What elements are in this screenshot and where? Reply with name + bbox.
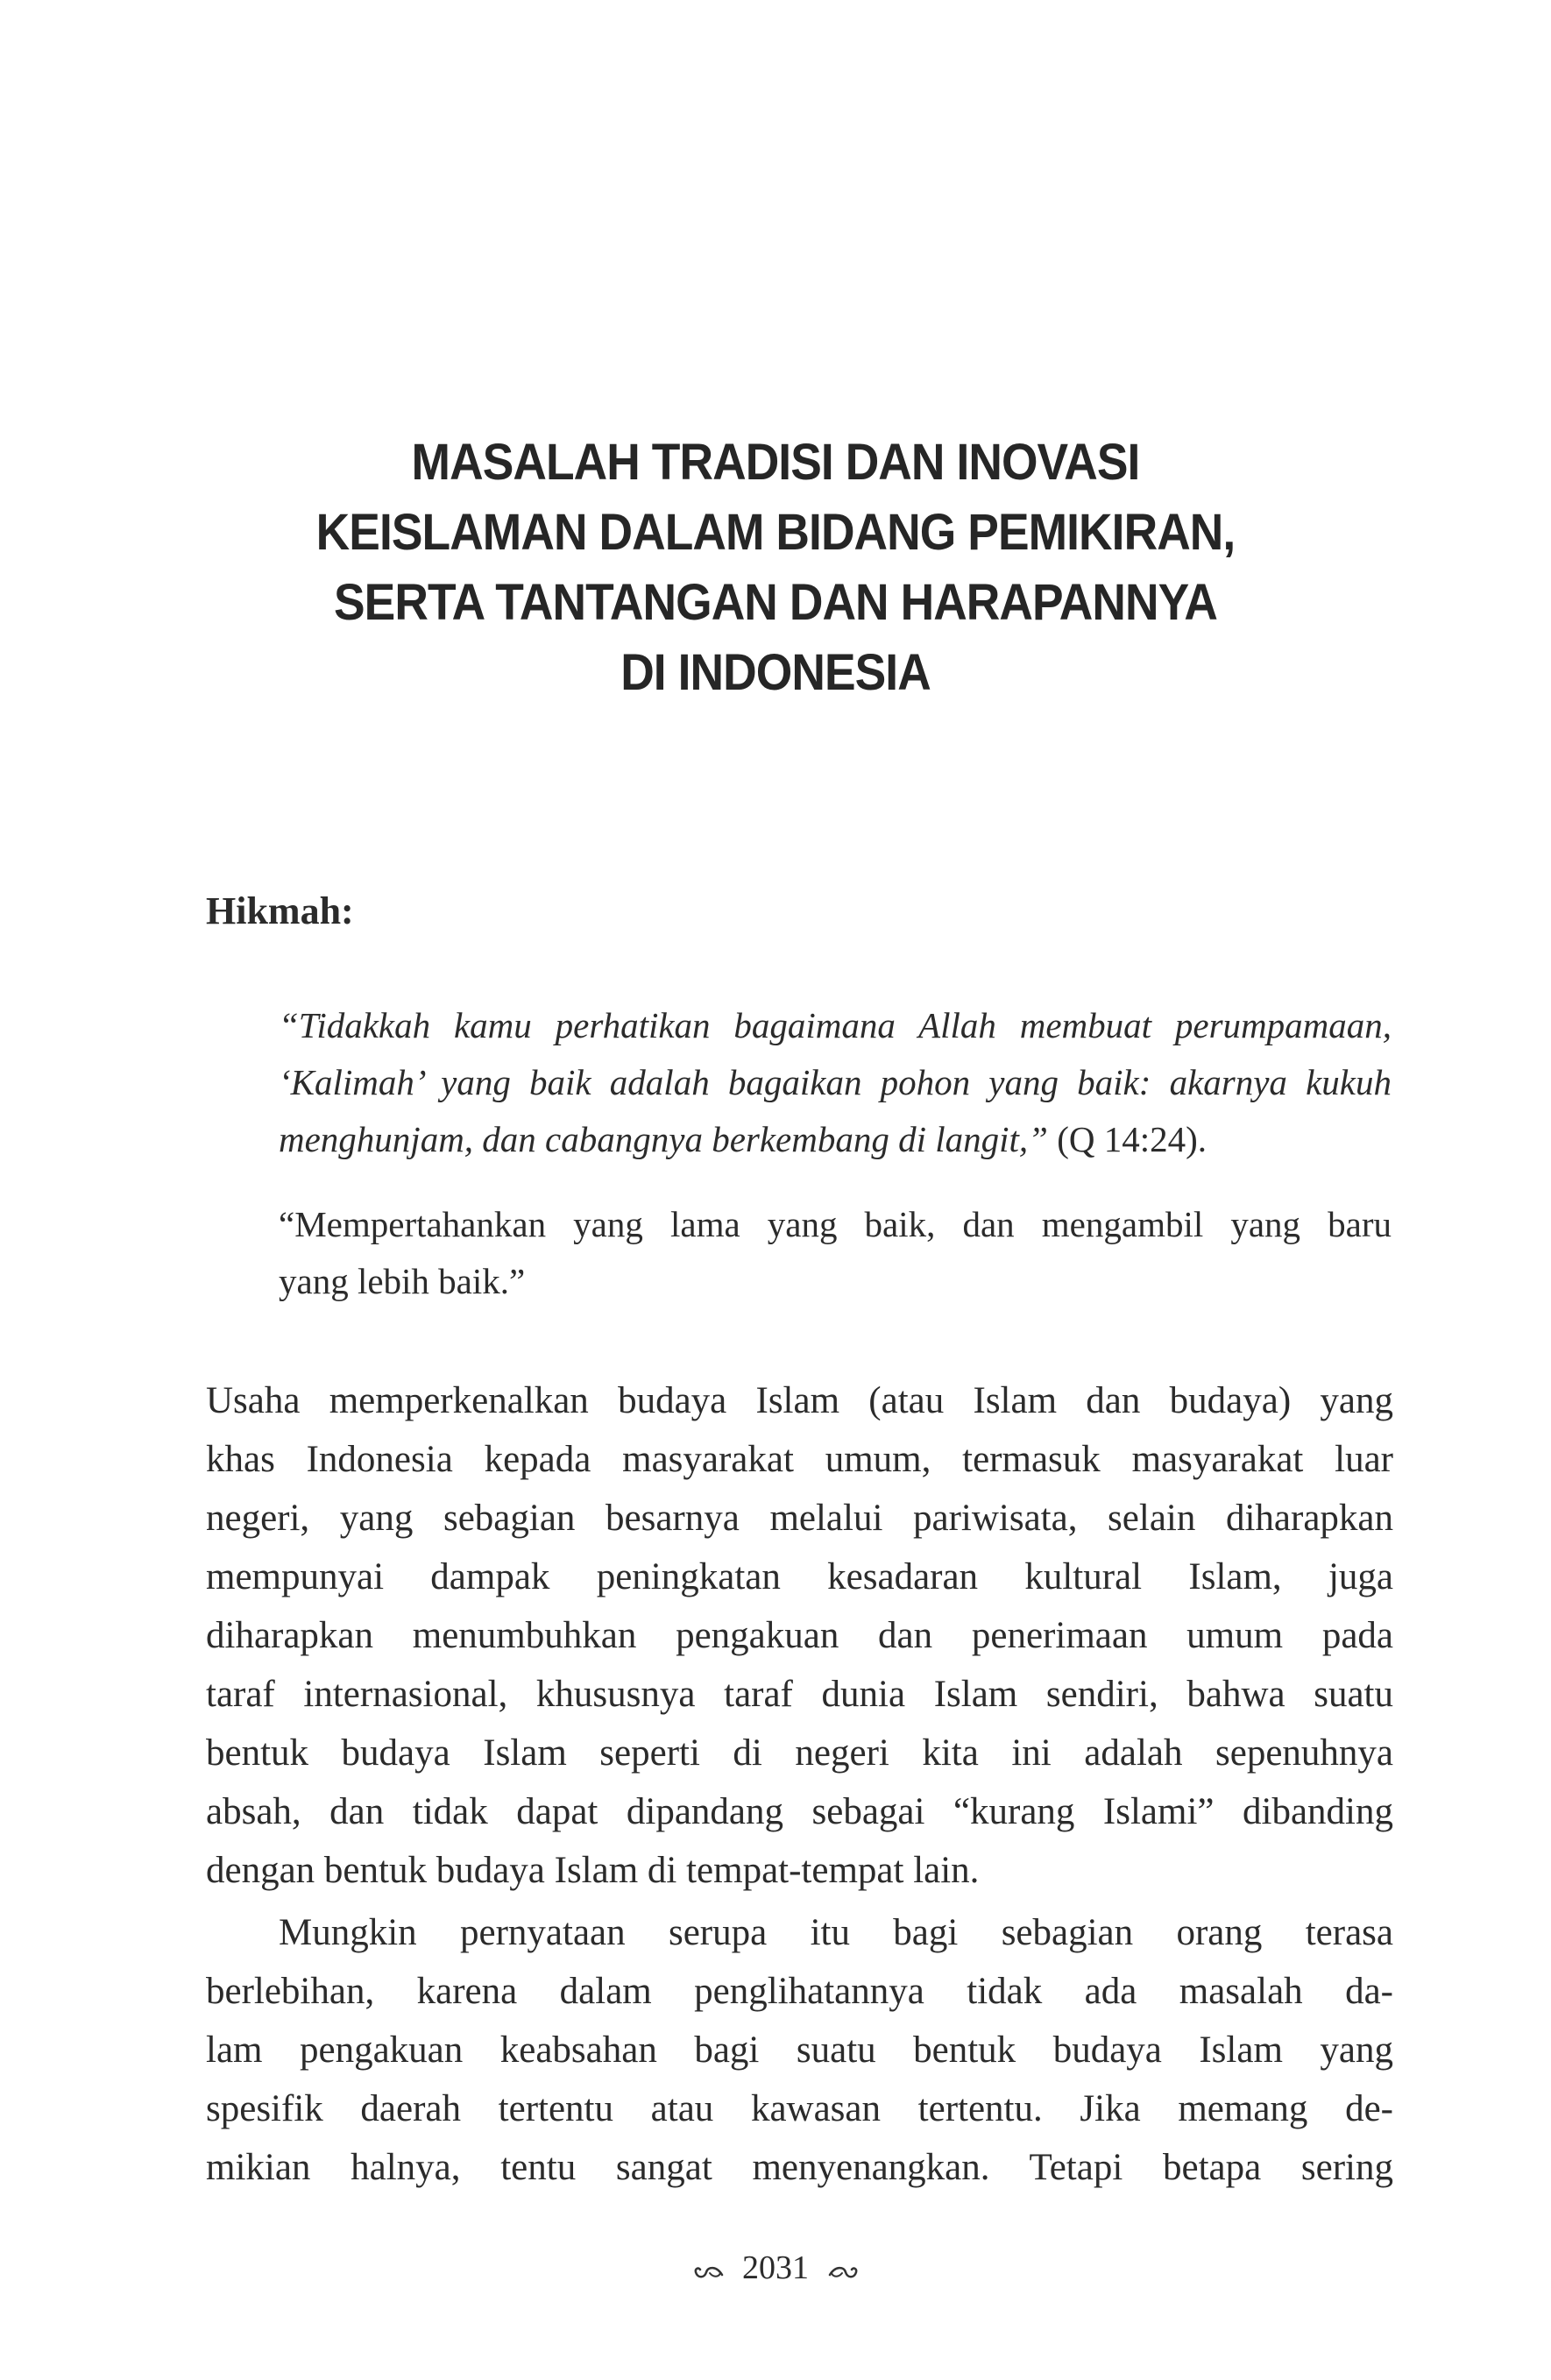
body-paragraph [206, 1371, 1393, 1900]
paragraph-line: khas Indonesia kepada masyarakat umum, termasuk masyarakat luar [206, 1439, 1393, 1480]
chapter-title [251, 428, 1300, 708]
quote-line [279, 1111, 1392, 1168]
paragraph-line: bentuk budaya Islam seperti di negeri kita ini adalah sepenuhnya [206, 1732, 1393, 1774]
chapter-title-line: MASALAH TRADISI DAN INOVASI [411, 434, 1140, 491]
paragraph-line: Mungkin pernyataan serupa itu bagi sebagian orang terasa [279, 1912, 1393, 1953]
epigraph-quran-quote [279, 997, 1392, 1168]
left-ornament-icon [691, 2249, 726, 2292]
right-ornament-icon [826, 2249, 861, 2292]
page-number: 2031 [742, 2249, 809, 2286]
quote-text: menghunjam, dan cabangnya berkembang di langit,” [279, 1119, 1048, 1159]
quote-line: ‘Kalimah’ yang baik adalah bagaikan pohon yang baik: akarnya kukuh [279, 1062, 1392, 1102]
paragraph-line: berlebihan, karena dalam penglihatannya tidak ada masalah da- [206, 1971, 1393, 2012]
paragraph-line: Usaha memperkenalkan budaya Islam (atau Islam dan budaya) yang [206, 1380, 1393, 1421]
paragraph-line: negeri, yang sebagian besarnya melalui pariwisata, selain diharapkan [206, 1498, 1393, 1539]
quote-line: “Tidakkah kamu perhatikan bagaimana Allah membuat perumpamaan, [279, 1005, 1392, 1045]
quote-reference: (Q 14:24). [1047, 1119, 1208, 1159]
chapter-title-line: SERTA TANTANGAN DAN HARAPANNYA [334, 574, 1217, 631]
quote-line: yang lebih baik.” [279, 1261, 526, 1301]
paragraph-line: mempunyai dampak peningkatan kesadaran kultural Islam, juga [206, 1556, 1393, 1597]
paragraph-line: mikian halnya, tentu sangat menyenangkan. Tetapi betapa sering [206, 2147, 1393, 2188]
paragraph-line: spesifik daerah tertentu atau kawasan tertentu. Jika memang de- [206, 2088, 1393, 2129]
paragraph-line: absah, dan tidak dapat dipandang sebagai “kurang Islami” dibanding [206, 1791, 1393, 1832]
paragraph-line: dengan bentuk budaya Islam di tempat-tempat lain. [206, 1850, 980, 1891]
paragraph-line: taraf internasional, khususnya taraf dunia Islam sendiri, bahwa suatu [206, 1674, 1393, 1715]
epigraph-maxim-quote [279, 1196, 1392, 1310]
body-paragraph [206, 1903, 1393, 2197]
paragraph-line: lam pengakuan keabsahan bagi suatu bentuk budaya Islam yang [206, 2029, 1393, 2071]
chapter-title-line: KEISLAMAN DALAM BIDANG PEMIKIRAN, [315, 504, 1236, 561]
hikmah-heading: Hikmah: [206, 889, 354, 932]
chapter-title-line: DI INDONESIA [620, 644, 931, 701]
paragraph-line: diharapkan menumbuhkan pengakuan dan penerimaan umum pada [206, 1615, 1393, 1656]
quote-line: “Mempertahankan yang lama yang baik, dan mengambil yang baru [279, 1204, 1392, 1244]
page-footer [0, 2246, 1551, 2292]
